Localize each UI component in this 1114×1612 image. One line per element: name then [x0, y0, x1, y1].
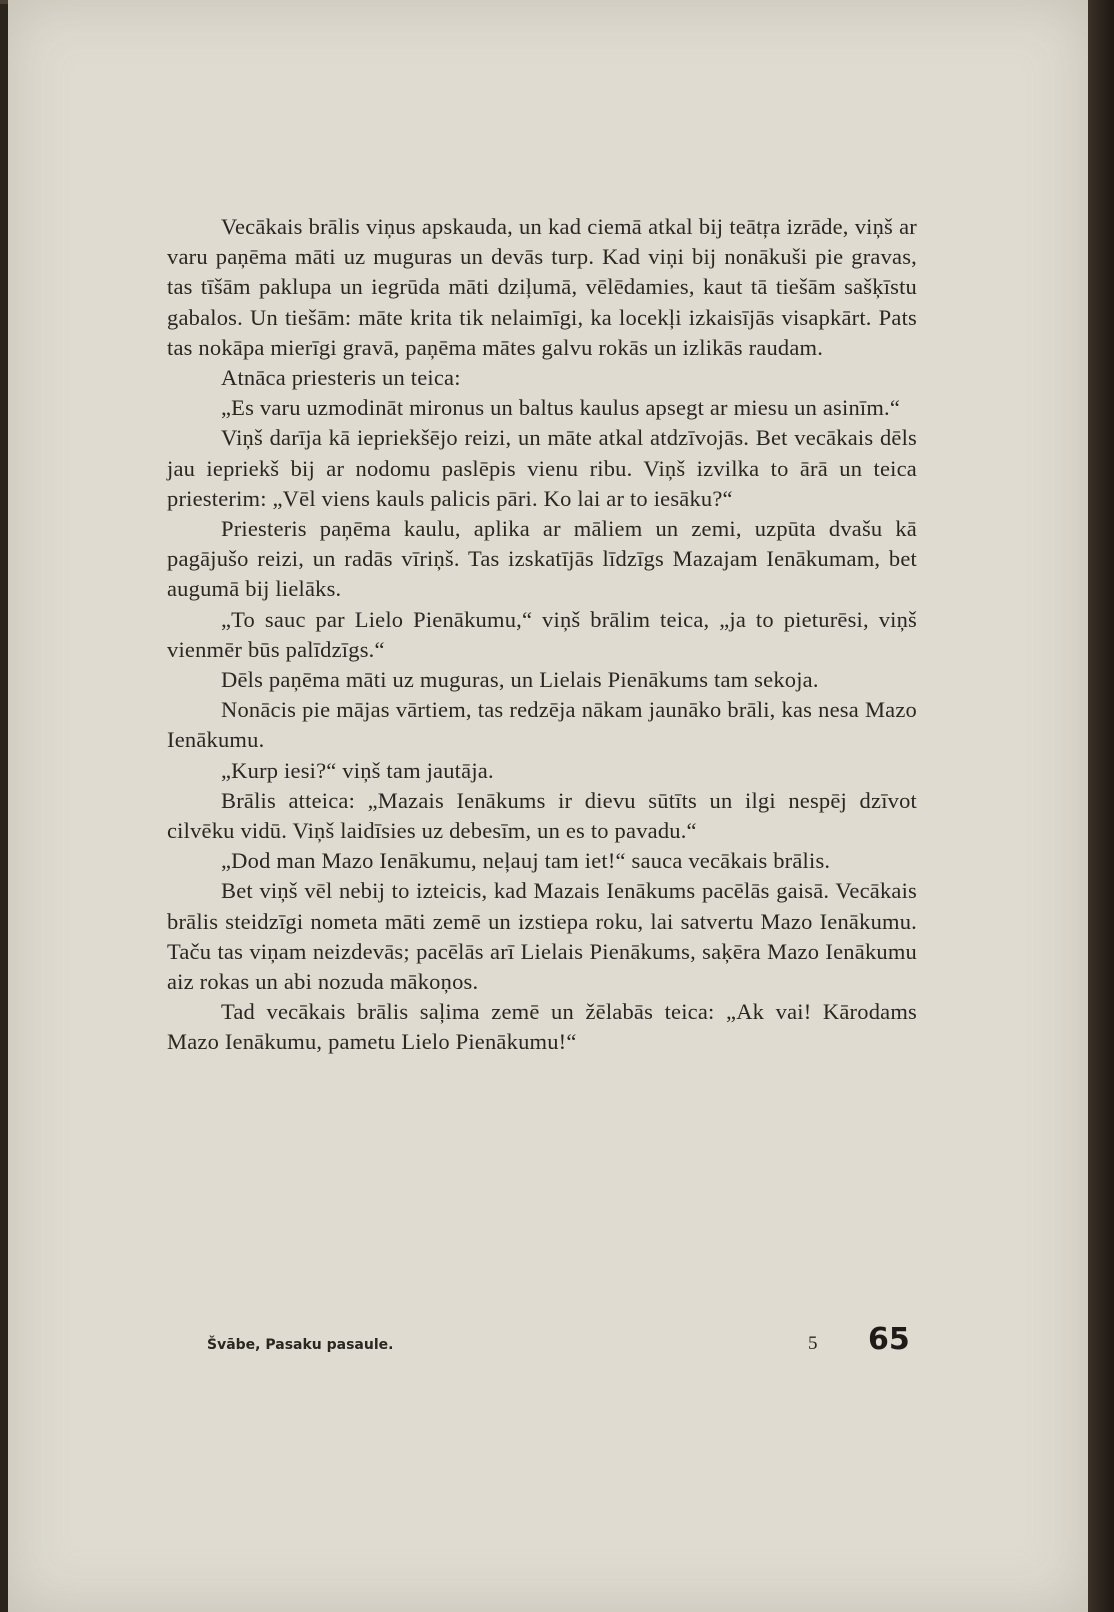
paragraph: „Dod man Mazo Ienākumu, neļauj tam iet!“ sauca vecākais brālis. [221, 848, 831, 874]
paragraph: „To sauc par Lielo Pienākumu,“ viņš brālim teica, „ja to pieturēsi, viņš vienmēr būs palīdzīgs.“ [167, 606, 917, 662]
paragraph: Nonācis pie mājas vārtiem, tas redzēja nākam jaunāko brāli, kas nesa Mazo Ienākumu. [167, 697, 917, 753]
paragraph: Priesteris paņēma kaulu, aplika ar māliem un zemi, uzpūta dvašu kā pagājušo reizi, un radās vīriņš. Tas izskatījās līdzīgs Mazajam Ienākumam, bet augumā bij lielāks. [167, 516, 917, 602]
paragraph: Bet viņš vēl nebij to izteicis, kad Mazais Ienākums pacēlās gaisā. Vecākais brālis steidzīgi nometa māti zemē un izstiepa roku, lai satvertu Mazo Ienākumu. Taču tas viņam neizdevās; pacēlās arī Lielais Pienākums, saķēra Mazo Ienākumu aiz rokas un abi nozuda mākoņos. [167, 878, 917, 995]
book-binding-edge [1088, 0, 1114, 1612]
body-text [167, 212, 917, 1058]
paragraph: Atnāca priesteris un teica: [221, 365, 461, 391]
paragraph: Tad vecākais brālis saļima zemē un žēlabās teica: „Ak vai! Kārodams Mazo Ienākumu, pametu Lielo Pienākumu!“ [167, 999, 917, 1055]
footer-source: Švābe, Pasaku pasaule. [207, 1337, 394, 1353]
paragraph: „Es varu uzmodināt mironus un baltus kaulus apsegt ar miesu un asinīm.“ [221, 395, 901, 421]
paragraph: „Kurp iesi?“ viņš tam jautāja. [221, 757, 494, 783]
page-number: 65 [868, 1322, 910, 1357]
paragraph: Brālis atteica: „Mazais Ienākums ir dievu sūtīts un ilgi nespēj dzīvot cilvēku vidū. Viņš laidīsies uz debesīm, un es to pavadu.“ [167, 787, 917, 844]
paragraph: Vecākais brālis viņus apskauda, un kad ciemā atkal bij teātŗa izrāde, viņš ar varu paņēma māti uz muguras un devās turp. Kad viņi bij nonākuši pie gravas, tas tīšām paklupa un iegrūda māti dziļumā, vēlēdamies, kaut tā tiešām sašķīstu gabalos. Un tiešām: māte krita tik nelaimīgi, ka locekļi izkaisījās visapkārt. Pats tas nokāpa mierīgi gravā, paņēma mātes galvu rokās un izlikās raudam. [167, 214, 917, 360]
signature-mark: 5 [808, 1333, 818, 1354]
paragraph: Dēls paņēma māti uz muguras, un Lielais Pienākums tam sekoja. [221, 667, 819, 693]
paragraph: Viņš darīja kā iepriekšējo reizi, un māte atkal atdzīvojās. Bet vecākais dēls jau iepriekš bij ar nodomu paslēpis vienu ribu. Viņš izvilka to ārā un teica priesterim: „Vēl viens kauls palicis pāri. Ko lai ar to iesāku?“ [167, 425, 917, 511]
